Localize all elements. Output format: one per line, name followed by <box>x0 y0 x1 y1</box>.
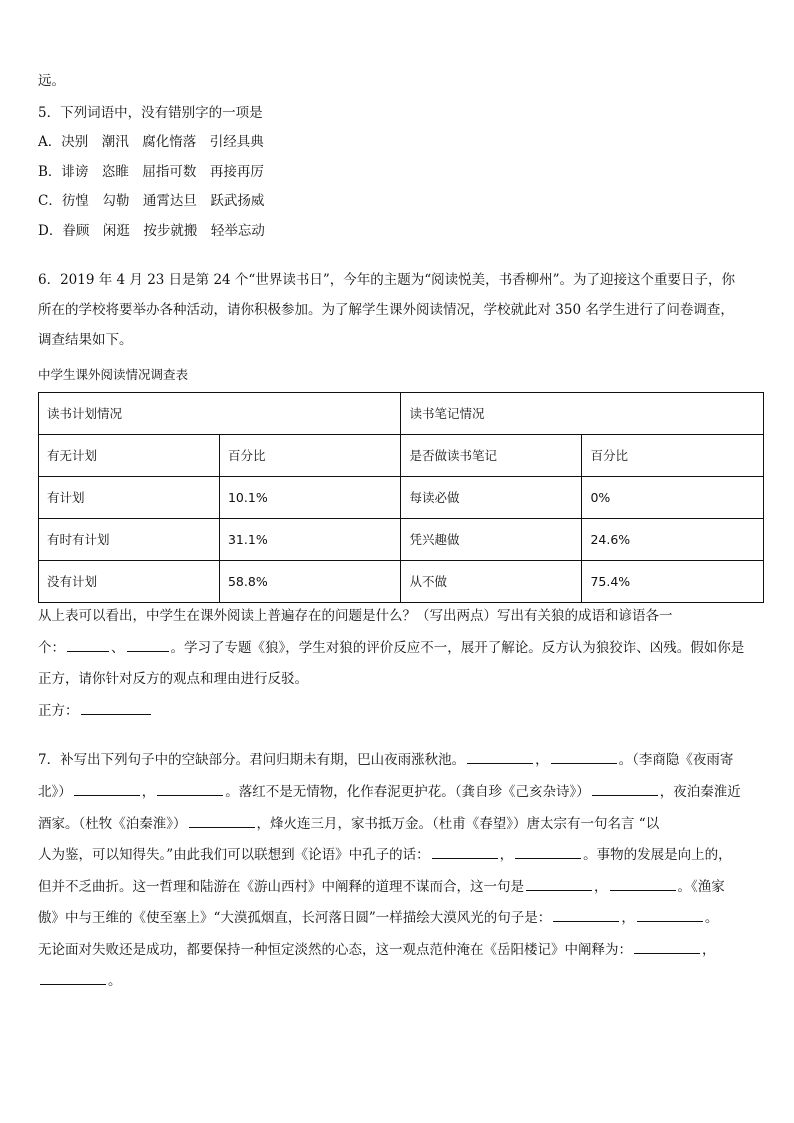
question-6-intro-line: 6．2019 年 4 月 23 日是第 24 个“世界读书日”，今年的主题为“阅读悦美，书香柳州”。为了迎接这个重要日子，你 <box>38 272 736 289</box>
text-fragment: 。事物的发展是向上的， <box>583 847 732 864</box>
text-fragment: ， <box>621 910 635 927</box>
text-fragment: 7．补写出下列句子中的空缺部分。君问归期未有期，巴山夜雨涨秋池。 <box>38 752 466 769</box>
question-5-option-d: D．眷顾 闲逛 按步就搬 轻举忘动 <box>38 222 265 239</box>
question-6-question-line: 从上表可以看出，中学生在课外阅读上普遍存在的问题是什么？（写出两点）写出有关狼的成语和谚语各一 <box>38 608 673 625</box>
text-fragment: 。 <box>108 973 122 990</box>
text-fragment: ， <box>499 847 514 864</box>
answer-blank[interactable] <box>432 857 498 859</box>
table-group-header: 读书笔记情况 <box>401 393 764 435</box>
table-header-cell: 有无计划 <box>39 435 220 477</box>
text-fragment: 。《渔家 <box>677 878 725 895</box>
answer-blank[interactable] <box>553 920 619 922</box>
text-fragment: ， <box>535 752 549 769</box>
text-fragment: ，烽火连三月，家书抵万金。（杜甫《春望》）唐太宗有一句名言 “以 <box>256 815 660 832</box>
answer-blank[interactable] <box>189 826 255 828</box>
question-6-question-line: 正方，请你针对反方的观点和理由进行反驳。 <box>38 671 308 688</box>
table-cell: 每读必做 <box>401 477 582 519</box>
text-fragment: 。学习了专题《狼》，学生对狼的评价反应不一，展开了解论。反方认为狼狡诈、凶残。假如你是 <box>170 639 745 656</box>
text-fragment: 北》） <box>38 784 72 800</box>
table-row <box>39 519 764 561</box>
answer-blank[interactable] <box>74 794 140 796</box>
answer-blank[interactable] <box>67 650 109 652</box>
text-fragment: 个： <box>38 639 65 656</box>
text-fragment: ， <box>141 784 156 800</box>
answer-blank[interactable] <box>551 762 617 764</box>
text-fragment: 但并不乏曲折。这一哲理和陆游在《游山西村》中阐释的道理不谋而合，这一句是 <box>38 878 524 895</box>
question-5-option-a: A．决别 潮汛 腐化惰落 引经具典 <box>38 134 264 151</box>
reading-survey-table <box>38 392 764 603</box>
table-group-header: 读书计划情况 <box>39 393 401 435</box>
text-fragment: ，夜泊秦淮近 <box>659 784 741 800</box>
table-header-cell: 是否做读书笔记 <box>401 435 582 477</box>
question-7-line <box>38 783 764 803</box>
table-group-header-row <box>39 393 764 435</box>
answer-blank[interactable] <box>467 762 533 764</box>
question-7-line <box>38 909 764 929</box>
answer-blank[interactable] <box>610 889 676 891</box>
question-7-line <box>38 846 764 866</box>
answer-blank[interactable] <box>515 857 581 859</box>
question-6-intro-line: 所在的学校将要举办各种活动，请你积极参加。为了解学生课外阅读情况，学校就此对 350 名学生进行了问卷调查， <box>38 301 734 318</box>
question-5-option-b: B．诽谤 恣睢 屈指可数 再接再厉 <box>38 163 264 180</box>
question-5 <box>38 104 764 242</box>
table-sub-header-row <box>39 435 764 477</box>
table-cell: 有计划 <box>39 477 220 519</box>
text-fragment: 。 <box>704 910 719 927</box>
table-row <box>39 561 764 603</box>
question-7 <box>38 751 764 992</box>
question-6 <box>38 271 764 721</box>
answer-blank[interactable] <box>127 650 169 652</box>
table-cell: 没有计划 <box>39 561 220 603</box>
table-cell: 10.1% <box>219 477 401 519</box>
table-cell: 有时有计划 <box>39 519 220 561</box>
text-fragment: 无论面对失败还是成功，都要保持一种恒定淡然的心态，这一观点范仲淹在《岳阳楼记》中阐释为： <box>38 941 632 958</box>
table-cell: 24.6% <box>582 519 764 561</box>
question-7-line <box>38 751 764 771</box>
text-fragment: ， <box>594 878 608 895</box>
question-5-title: 5．下列词语中，没有错别字的一项是 <box>38 104 263 121</box>
table-cell: 75.4% <box>582 561 764 603</box>
text-fragment: 。落红不是无情物，化作春泥更护花。（龚自珍《己亥杂诗》） <box>225 784 590 800</box>
question-7-line <box>38 972 764 992</box>
table-header-cell: 百分比 <box>219 435 401 477</box>
text-fragment: 、 <box>111 639 125 656</box>
document-page <box>38 72 764 992</box>
answer-blank[interactable] <box>526 889 592 891</box>
answer-label: 正方： <box>38 702 79 719</box>
question-6-answer-label-line <box>38 702 764 722</box>
question-5-option-c: C．彷惶 勾勒 通霄达旦 跃武扬威 <box>38 193 265 210</box>
text-fragment: ， <box>702 941 716 958</box>
answer-blank[interactable] <box>157 794 223 796</box>
question-6-intro-line: 调查结果如下。 <box>38 331 133 348</box>
table-cell: 从不做 <box>401 561 582 603</box>
table-cell: 58.8% <box>219 561 401 603</box>
answer-blank[interactable] <box>40 983 106 985</box>
table-row <box>39 477 764 519</box>
table-header-cell: 百分比 <box>582 435 764 477</box>
answer-blank[interactable] <box>637 920 703 922</box>
question-7-line <box>38 815 764 835</box>
question-7-line <box>38 941 764 961</box>
table-caption: 中学生课外阅读情况调查表 <box>38 367 189 383</box>
table-cell: 0% <box>582 477 764 519</box>
table-cell: 31.1% <box>219 519 401 561</box>
question-6-answer-line <box>38 639 764 659</box>
table-cell: 凭兴趣做 <box>401 519 582 561</box>
text-fragment: 。（李商隐《夜雨寄 <box>618 752 734 769</box>
answer-blank[interactable] <box>634 952 700 954</box>
text-fragment: 人为鉴，可以知得失。”由此我们可以联想到《论语》中孔子的话： <box>38 847 430 864</box>
text-fragment: 傲》中与王维的《使至塞上》“大漠孤烟直，长河落日圆”一样描绘大漠风光的句子是： <box>38 910 552 927</box>
text-fragment: 酒家。（杜牧《泊秦淮》） <box>38 815 187 832</box>
answer-blank[interactable] <box>592 794 658 796</box>
answer-blank[interactable] <box>81 713 151 715</box>
question-7-line <box>38 878 764 898</box>
continuation-text: 远。 <box>38 73 65 89</box>
